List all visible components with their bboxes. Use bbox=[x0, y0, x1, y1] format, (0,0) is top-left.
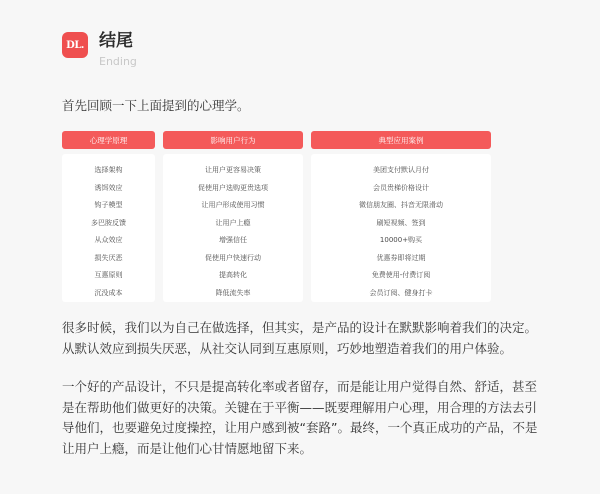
dl-logo-icon: DL. bbox=[62, 32, 88, 58]
table-cell: 会员订阅、健身打卡 bbox=[369, 288, 433, 297]
table-cell: 互惠原则 bbox=[94, 271, 123, 279]
table-cell: 钩子模型 bbox=[94, 201, 123, 209]
table-cell: 多巴胺反馈 bbox=[91, 218, 126, 227]
table-cell: 提高转化 bbox=[219, 271, 247, 279]
column-body bbox=[62, 154, 155, 302]
table-cell: 降低流失率 bbox=[215, 288, 251, 297]
table-cell: 从众效应 bbox=[94, 236, 123, 244]
table-cell: 沉没成本 bbox=[94, 288, 123, 297]
psychology-summary-table bbox=[62, 131, 491, 302]
table-cell: 优惠券即将过期 bbox=[376, 253, 426, 262]
table-cell: 让用户上瘾 bbox=[215, 218, 251, 227]
body-paragraph: 很多时候，我们以为自己在做选择，但其实，是产品的设计在默默影响着我们的决定。从默认效应到损失厌恶，从社交认同到互惠原则，巧妙地塑造着我们的用户体验。 bbox=[62, 320, 538, 356]
intro-text: 首先回顾一下上面提到的心理学。 bbox=[62, 98, 250, 113]
column-body bbox=[163, 154, 303, 302]
section-subtitle: Ending bbox=[99, 55, 137, 68]
title-block bbox=[99, 30, 137, 70]
column-header: 典型应用案例 bbox=[311, 131, 491, 149]
column-principles bbox=[62, 131, 155, 302]
column-cases bbox=[311, 131, 491, 302]
table-cell: 美团支付默认月付 bbox=[373, 166, 429, 174]
table-cell: 选择架构 bbox=[94, 166, 123, 174]
section-header bbox=[62, 30, 137, 70]
table-cell: 诱饵效应 bbox=[94, 183, 123, 192]
column-header: 心理学原理 bbox=[62, 131, 155, 149]
table-cell: 免费使用-付费订阅 bbox=[371, 271, 431, 279]
body-paragraph: 一个好的产品设计，不只是提高转化率或者留存，而是能让用户觉得自然、舒适，甚至是在帮助他们做更好的决策。关键在于平衡——既要理解用户心理，用合理的方法去引导他们，也要避免过度操控，让用户感到被“套路”。最终，一个真正成功的产品，不是让用户上瘾，而是让他们心甘情愿地留下来。 bbox=[62, 379, 538, 456]
column-behavior bbox=[163, 131, 303, 302]
column-header: 影响用户行为 bbox=[163, 131, 303, 149]
table-cell: 让用户形成使用习惯 bbox=[201, 201, 265, 209]
table-cell: 10000+购买 bbox=[379, 236, 423, 244]
table-cell: 促使用户选购更贵选项 bbox=[198, 183, 268, 192]
table-cell: 刷短视频、签到 bbox=[376, 218, 426, 227]
section-title: 结尾 bbox=[99, 31, 133, 51]
table-cell: 促使用户快速行动 bbox=[205, 253, 261, 262]
table-cell: 让用户更容易决策 bbox=[205, 166, 261, 174]
table-cell: 微信朋友圈、抖音无限滑动 bbox=[359, 201, 443, 209]
column-body bbox=[311, 154, 491, 302]
table-cell: 增强信任 bbox=[219, 236, 247, 244]
table-cell: 会员贵梯价格设计 bbox=[373, 183, 429, 192]
table-cell: 损失厌恶 bbox=[94, 253, 123, 262]
